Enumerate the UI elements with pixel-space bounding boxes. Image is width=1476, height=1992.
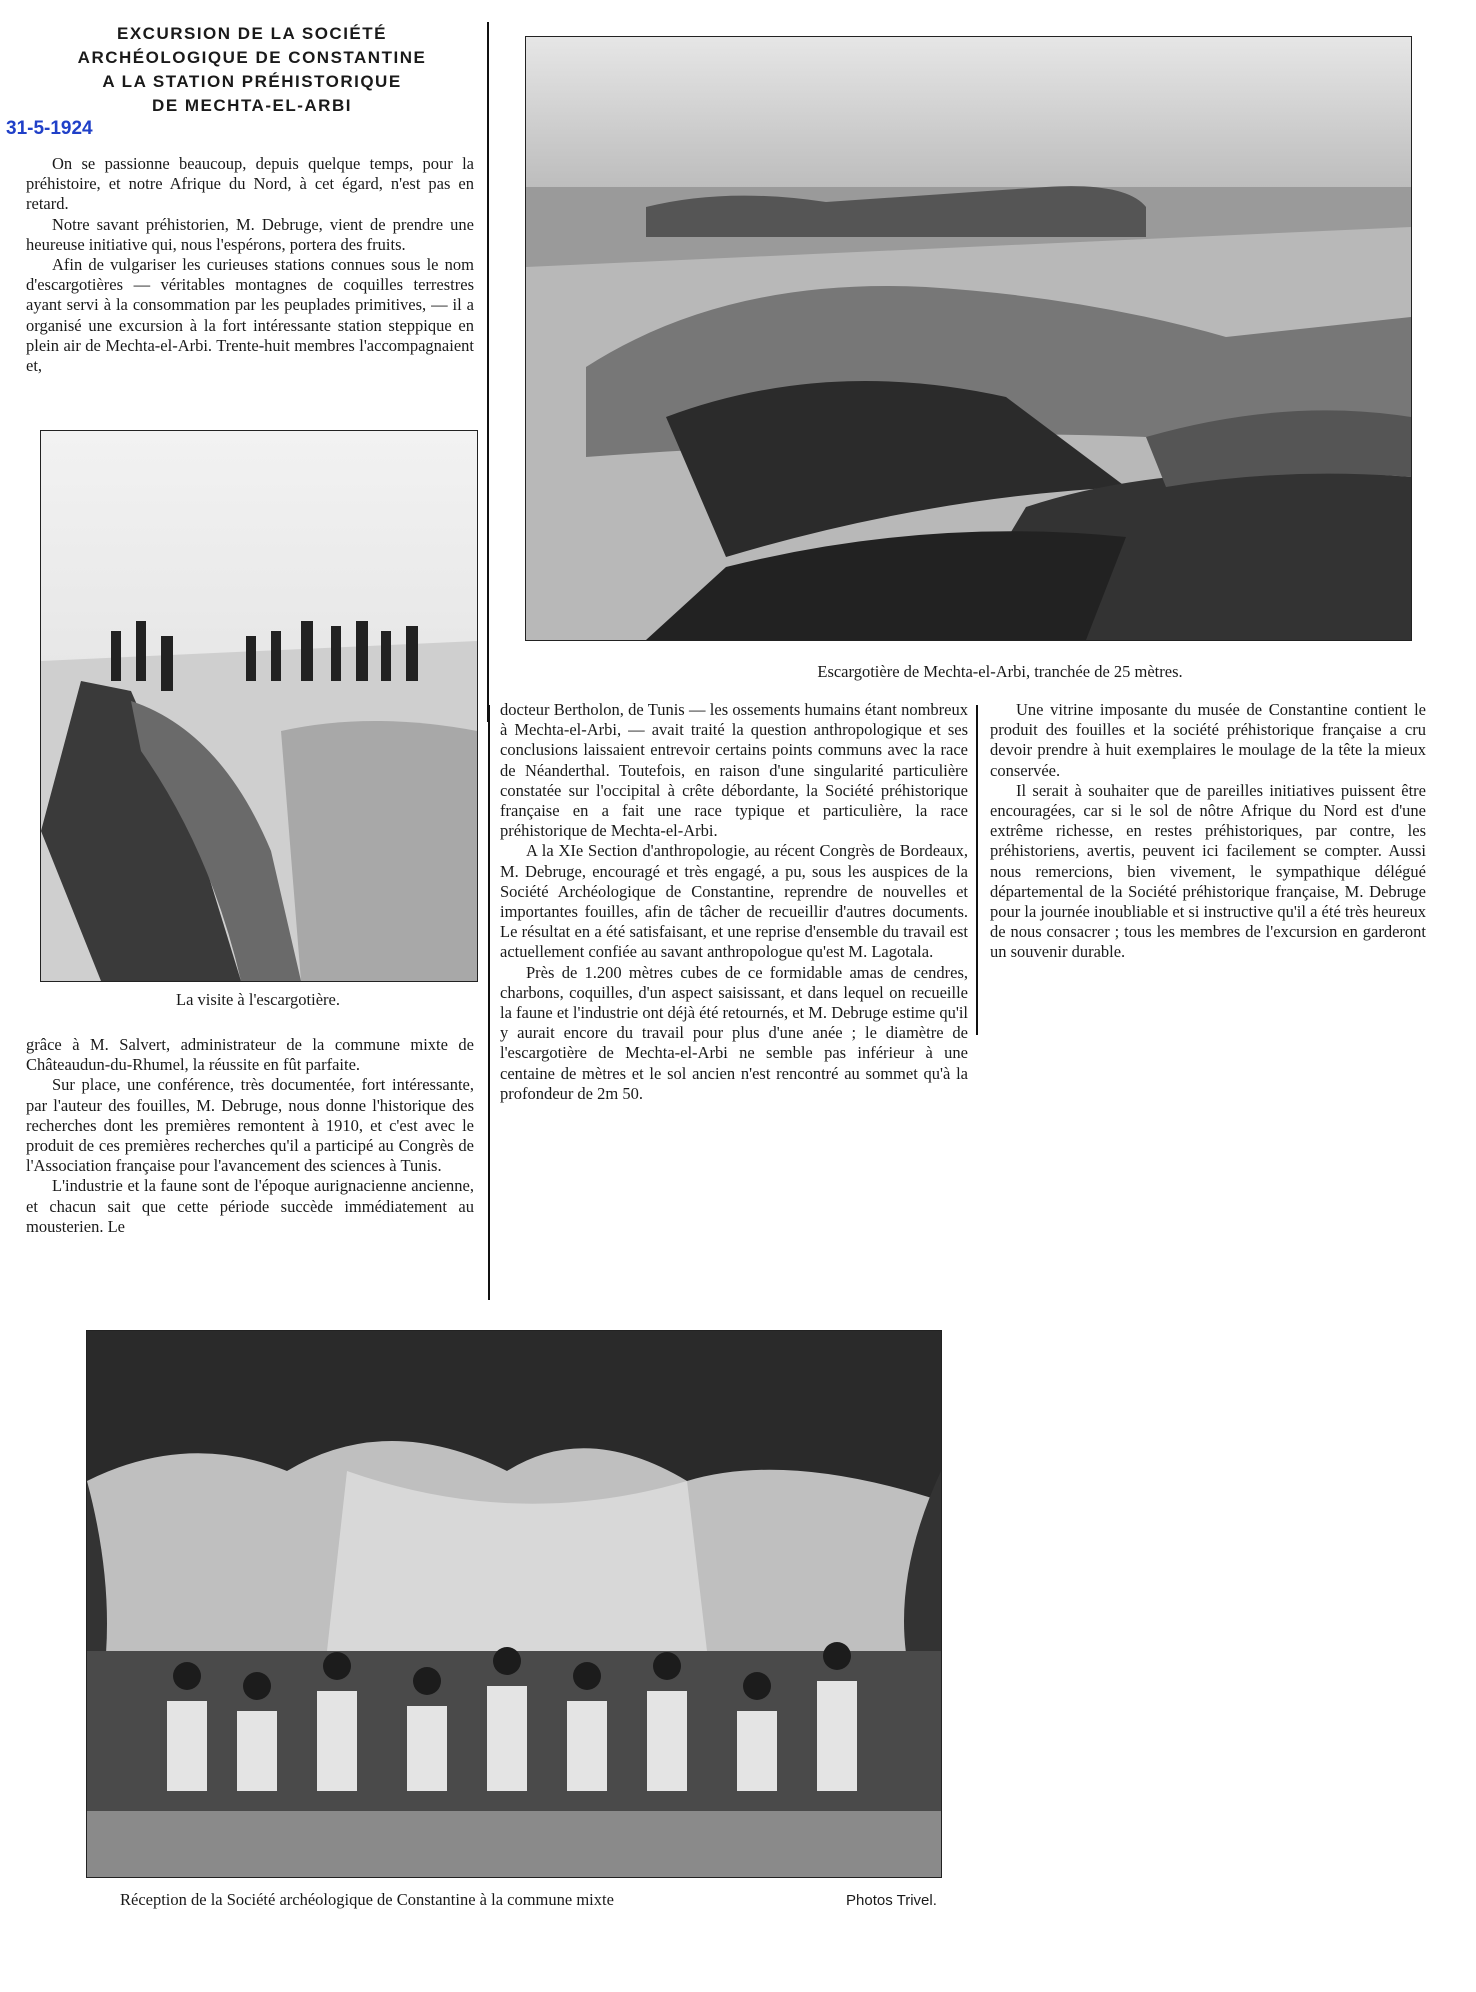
headline-line-3: A LA STATION PRÉHISTORIQUE (102, 72, 402, 91)
paragraph: Près de 1.200 mètres cubes de ce formidable amas de cendres, charbons, coquilles, d'un aspect saisissant, et dans lequel on recueille la faune et l'industrie ont déjà été retournés, et M. Debruge estime qu'il y aurait encore du travail pour plus d'une anée ; le diamètre de l'escargotière de Mechta-el-Arbi ne semble pas inférieur à une centaine de mètres et le sol ancien n'est rencontré au sommet qu'à la profondeur de 2m 50. (500, 962, 968, 1103)
paragraph: Une vitrine imposante du musée de Constantine contient le produit des fouilles et la société préhistorique française a cru devoir prendre à huit exemplaires le moulage de la tête la mieux conservée. (990, 700, 1426, 780)
article-headline (22, 22, 482, 118)
headline-line-2: ARCHÉOLOGIQUE DE CONSTANTINE (77, 48, 427, 67)
column-2-text (500, 700, 968, 1104)
column-1-top-text (26, 154, 474, 376)
photo-credit: Photos Trivel. (846, 1892, 937, 1909)
trench-photo-caption: Escargotière de Mechta-el-Arbi, tranchée de 25 mètres. (817, 662, 1183, 681)
paragraph: Afin de vulgariser les curieuses stations connues sous le nom d'escargotières — véritables montagnes de coquilles terrestres ayant servi à la consommation par les peuplades primitives, — il a organisé une excursion à la fort intéressante station steppique en plein air de Mechta-el-Arbi. Trente-huit membres l'accompagnaient et, (26, 255, 474, 376)
paragraph: Sur place, une conférence, très documentée, fort intéressante, par l'auteur des fouilles, M. Debruge, nous donne l'historique des recherches dont les premières remontent à 1910, et c'est avec le produit de ces premières recherches qu'il a participé au Congrès de l'Association française pour l'avancement des sciences à Tunis. (26, 1075, 474, 1176)
column-divider (487, 22, 489, 722)
column-divider (976, 705, 978, 1035)
headline-line-1: EXCURSION DE LA SOCIÉTÉ (116, 24, 387, 43)
paragraph: A la XIe Section d'anthropologie, au récent Congrès de Bordeaux, M. Debruge, encouragé et très engagé, a pu, sous les auspices de la Société Archéologique de Constantine, reprendre de nouvelles et importantes fouilles, afin de tâcher de recueillir d'autres documents. Le résultat en a été satisfaisant, et une reprise d'ensemble du travail est actuellement confiée au savant anthropologue qu'est M. Lagotala. (500, 841, 968, 962)
paragraph: On se passionne beaucoup, depuis quelque temps, pour la préhistoire, et notre Afrique du Nord, à cet égard, n'est pas en retard. (26, 154, 474, 214)
column-divider (488, 705, 490, 1300)
visit-photo (40, 430, 478, 982)
paragraph: L'industrie et la faune sont de l'époque aurignacienne ancienne, et chacun sait que cette période succède immédiatement au mousterien. Le (26, 1176, 474, 1236)
visit-photo-caption: La visite à l'escargotière. (176, 990, 340, 1009)
reception-photo-caption: Réception de la Société archéologique de Constantine à la commune mixte (120, 1890, 614, 1909)
paragraph: grâce à M. Salvert, administrateur de la commune mixte de Châteaudun-du-Rhumel, la réussite en fût parfaite. (26, 1035, 474, 1075)
date-stamp: 31-5-1924 (6, 118, 93, 139)
paragraph: Il serait à souhaiter que de pareilles initiatives puissent être encouragées, car si le sol de nôtre Afrique du Nord est d'une extrême richesse, en restes préhistoriques, par contre, les préhistoriens, avertis, peuvent ici facilement se compter. Aussi nous remercions, bien vivement, le sympathique délégué départemental de la Société préhistorique française, M. Debruge pour la journée inoubliable et si instructive qu'il a été très heureux de nous consacrer ; tous les membres de l'excursion en garderont un souvenir durable. (990, 780, 1426, 962)
trench-photo (525, 36, 1412, 641)
reception-photo (86, 1330, 942, 1878)
column-1-bottom-text (26, 1035, 474, 1237)
headline-line-4: DE MECHTA-EL-ARBI (152, 96, 352, 115)
paragraph: Notre savant préhistorien, M. Debruge, vient de prendre une heureuse initiative qui, nous l'espérons, portera des fruits. (26, 214, 474, 254)
paragraph: docteur Bertholon, de Tunis — les ossements humains étant nombreux à Mechta-el-Arbi, — avait traité la question anthropologique et ses conclusions laissaient entrevoir certains points communs avec la race de Néanderthal. Toutefois, en raison d'une singularité particulière constatée sur l'occipital à crête débordante, la Société préhistorique française en a fait une race typique et particulière, la race préhistorique de Mechta-el-Arbi. (500, 700, 968, 841)
column-3-text (990, 700, 1426, 963)
